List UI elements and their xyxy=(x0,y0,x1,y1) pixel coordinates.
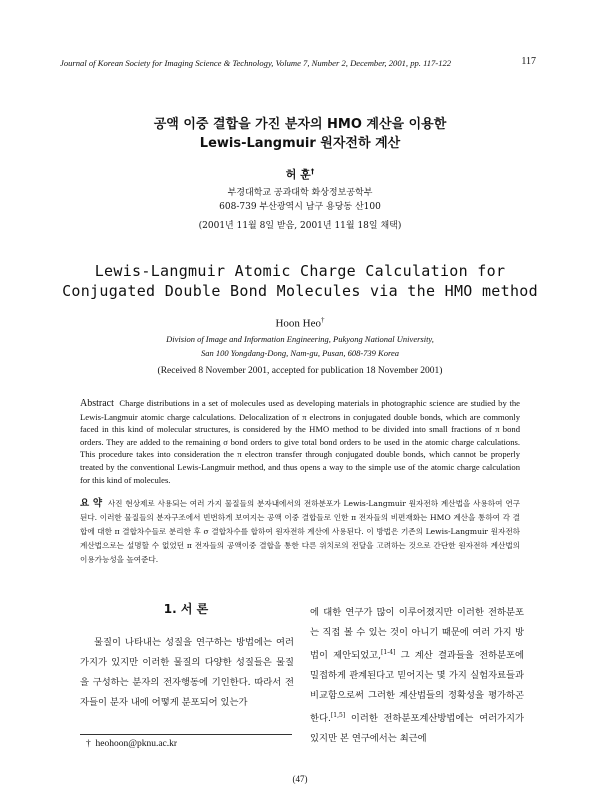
korean-author-mark: † xyxy=(310,167,315,176)
citation-ref2: [1,5] xyxy=(330,712,346,720)
section-title: 1. 서 론 xyxy=(163,602,209,616)
korean-summary-text: 사진 현상제로 사용되는 여러 가지 물질들의 분자내에서의 전하분포가 Lewis-Langmuir 원자전하 계산법을 사용하여 연구된다. 이러한 물질들의 분자구조에서 빈번하게 보여지는 공액 이중 결합들로 인한 π 전자들의 비편재화는 HMO 계산을 통하여 각 결합에 대한 π 결합차수들로 분리한 후 σ 결합차수를 합하여 원자전하 계산에 사용된다. 이 방법은 기존의 Lewis-Langmuir 원자전하 계산법으로는 설명할 수 없었던 π 전자들의 공액이중 결합을 통한 다른 위치로의 전달을 고려하는 것으로 간단한 원자전하 계산법의 이용가능성을 높여준다. xyxy=(80,499,520,564)
abstract-label: Abstract xyxy=(80,398,114,409)
korean-author xyxy=(60,166,540,182)
journal-citation: Journal of Korean Society for Imaging Science & Technology, Volume 7, Number 2, December, 2001, pp. 117-122 xyxy=(60,58,452,68)
intro-text-part1: 에 대한 연구가 많이 이루어졌지만 이러한 전하분포는 직접 볼 수 있는 것이 아니기 때문에 여러 가지 방법이 제안되었고, xyxy=(310,607,524,662)
journal-header xyxy=(60,58,536,68)
footnote-mark: † xyxy=(86,739,91,749)
abstract-text: Charge distributions in a set of molecules used as developing materials in photographic science are studied by the Lewis-Langmuir atomic charge calculations. Delocalization of π electrons in conjugated double bonds, which are commonly faced in this kind of molecular structures, is considered by the HMO method to be divided into small fractions of π bond orders. They are added to the remaining σ bond orders to give total bond orders to be used in the atomic charge calculations. This procedure takes into consideration the π electron transfer through conjugated double bonds, which cannot be properly treated by the conventional Lewis-Langmuir method, and thus opens a way to the simple use of the atomic charge calculation for this kind of molecules. xyxy=(80,398,520,485)
korean-title-line1: 공액 이중 결합을 가진 분자의 HMO 계산을 이용한 xyxy=(153,117,447,132)
page-footer-number: (47) xyxy=(292,774,308,784)
abstract xyxy=(80,397,520,486)
korean-title-line2: Lewis-Langmuir 원자전하 계산 xyxy=(199,136,401,151)
korean-author-name: 허 훈 xyxy=(285,168,311,181)
korean-summary-label: 요 약 xyxy=(80,498,103,509)
page-number: 117 xyxy=(521,56,536,67)
korean-dates: (2001년 11월 8일 받음, 2001년 11월 18일 채택) xyxy=(198,221,402,231)
intro-column-left: 물질이 나타내는 성질을 연구하는 방법에는 여러 가지가 있지만 이러한 물질의 다양한 성질들은 물질을 구성하는 분자의 전자행동에 기인한다. 따라서 전자들이 분자 내에 어떻게 분포되어 있는가 xyxy=(80,637,294,708)
korean-affiliation1: 부경대학교 공과대학 화상정보공학부 xyxy=(227,188,373,198)
citation-ref1: [1-4] xyxy=(381,649,396,656)
intro-column-right xyxy=(310,603,524,749)
footnote-email: heohoon@pknu.ac.kr xyxy=(95,739,178,749)
footnote-divider xyxy=(80,734,292,735)
english-affiliation2: San 100 Yongdang-Dong, Nam-gu, Pusan, 608-739 Korea xyxy=(201,348,399,358)
english-author-mark: † xyxy=(321,316,325,324)
intro-text-part2: 그 계산 결과들을 전하분포에 밀접하게 관계된다고 믿어지는 몇 가지 실험자료들과 비교함으로써 그러한 계산법들의 정확성을 평가하곤 한다. xyxy=(310,650,525,725)
intro-text-part3: 이러한 전하분포계산방법에는 여러가지가 있지만 본 연구에서는 최근에 xyxy=(310,713,524,745)
english-affiliation1: Division of Image and Information Engineering, Pukyong National University, xyxy=(166,334,434,344)
korean-summary xyxy=(80,497,520,567)
english-title-line2: Conjugated Double Bond Molecules via the HMO method xyxy=(62,282,538,300)
korean-affiliation2: 608-739 부산광역시 남구 용당동 산100 xyxy=(219,202,381,212)
footnote xyxy=(86,739,177,749)
english-author-name: Hoon Heo xyxy=(275,317,322,330)
english-author xyxy=(60,316,540,330)
english-dates: (Received 8 November 2001, accepted for publication 18 November 2001) xyxy=(157,366,443,376)
english-title-line1: Lewis-Langmuir Atomic Charge Calculation for xyxy=(94,262,506,280)
